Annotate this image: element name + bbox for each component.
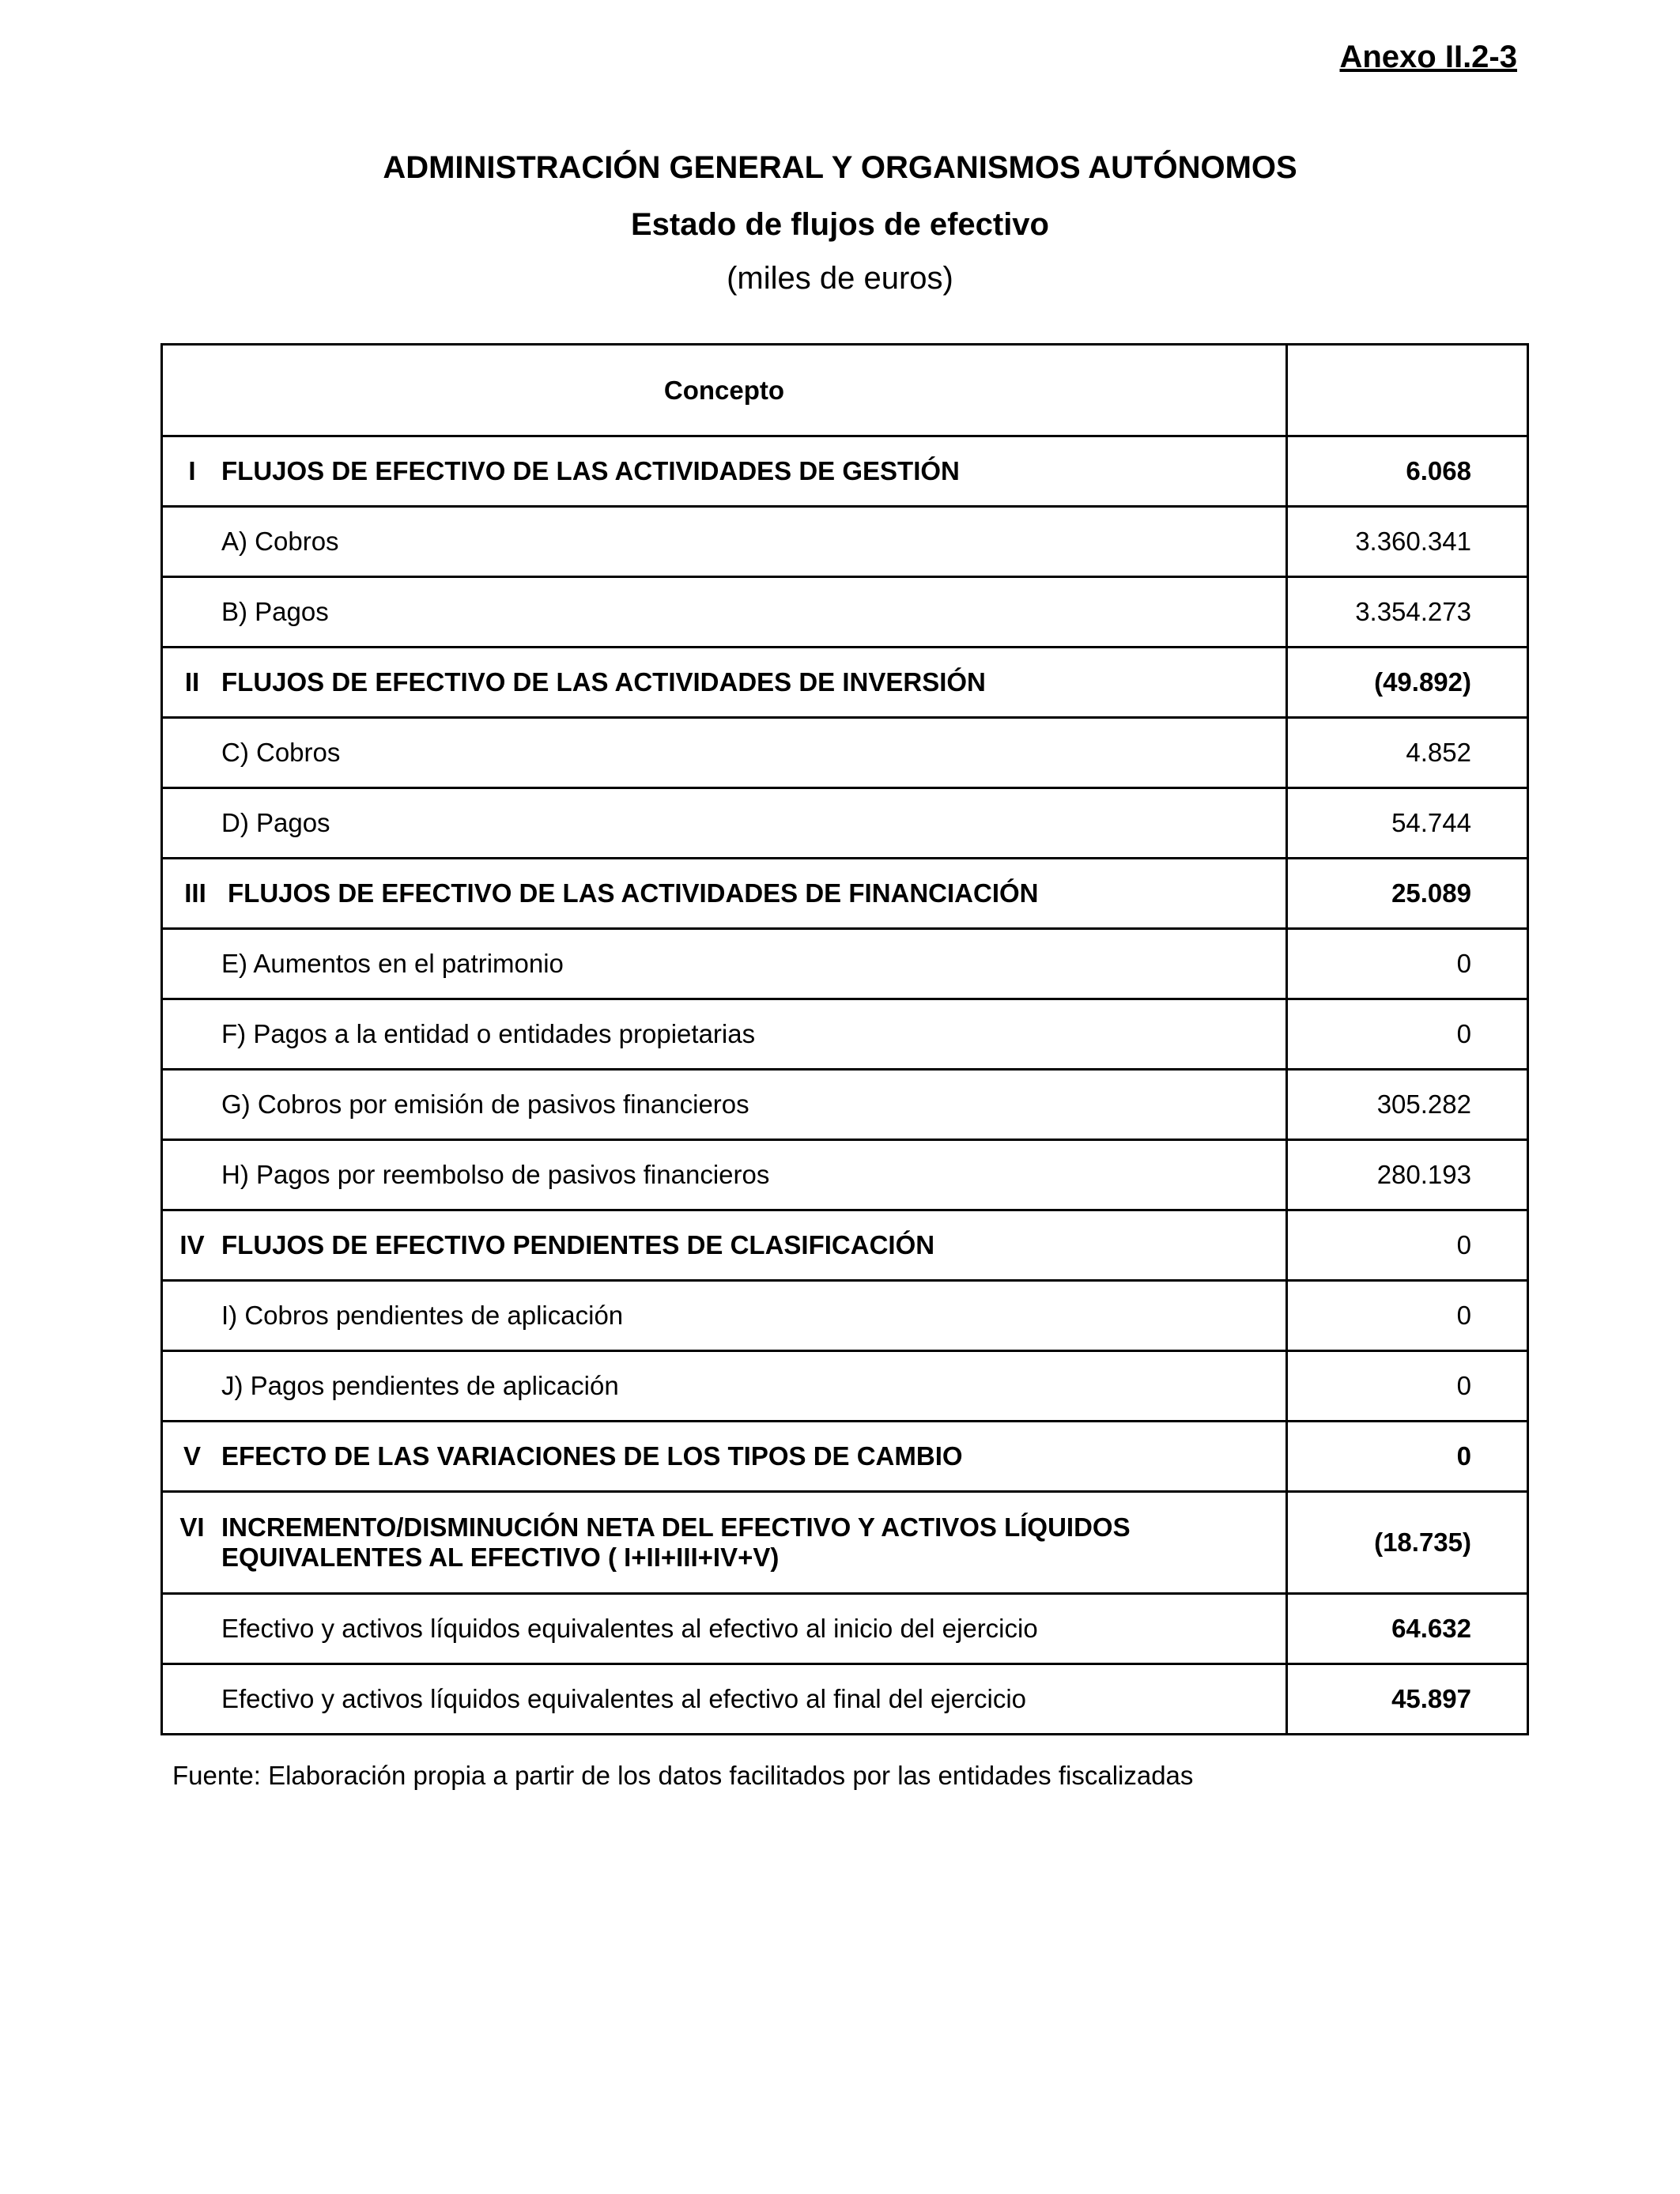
- row-value: 64.632: [1287, 1594, 1528, 1664]
- row-value: 54.744: [1287, 788, 1528, 859]
- header-value: [1287, 345, 1528, 436]
- row-label: FLUJOS DE EFECTIVO DE LAS ACTIVIDADES DE INVERSIÓN: [221, 667, 986, 697]
- document-title: ADMINISTRACIÓN GENERAL Y ORGANISMOS AUTÓNOMOS: [383, 150, 1297, 185]
- table-row: [162, 788, 1528, 859]
- source-note: Fuente: Elaboración propia a partir de los datos facilitados por las entidades fiscalizadas: [172, 1761, 1194, 1790]
- document-subtitle: Estado de flujos de efectivo: [630, 207, 1049, 242]
- header-concept: Concepto: [162, 345, 1287, 436]
- row-label: FLUJOS DE EFECTIVO DE LAS ACTIVIDADES DE FINANCIACIÓN: [228, 878, 1039, 908]
- row-label: F) Pagos a la entidad o entidades propietarias: [221, 1019, 756, 1048]
- table-row: [162, 507, 1528, 577]
- row-value: 0: [1287, 1351, 1528, 1422]
- row-label: D) Pagos: [221, 808, 330, 837]
- row-label: INCREMENTO/DISMINUCIÓN NETA DEL EFECTIVO Y ACTIVOS LÍQUIDOS: [221, 1512, 1131, 1542]
- row-number: V: [183, 1441, 201, 1471]
- row-number: I: [188, 456, 196, 485]
- table-row: [162, 1351, 1528, 1422]
- row-number: IV: [179, 1230, 205, 1259]
- table-row: [162, 648, 1528, 718]
- row-label: I) Cobros pendientes de aplicación: [221, 1301, 624, 1330]
- table-row: [162, 1492, 1528, 1594]
- table-row: [162, 718, 1528, 788]
- annex-label: Anexo II.2-3: [1339, 40, 1517, 74]
- row-value: 0: [1287, 929, 1528, 999]
- row-value: 4.852: [1287, 718, 1528, 788]
- units-label: (miles de euros): [727, 261, 953, 296]
- row-label: C) Cobros: [221, 738, 341, 767]
- row-label: H) Pagos por reembolso de pasivos financieros: [221, 1160, 770, 1189]
- row-value: 6.068: [1287, 436, 1528, 507]
- table-row: [162, 1281, 1528, 1351]
- table-row: [162, 1070, 1528, 1140]
- table-header-row: [162, 345, 1528, 436]
- row-label: Efectivo y activos líquidos equivalentes al efectivo al final del ejercicio: [221, 1684, 1027, 1713]
- row-value: 25.089: [1287, 859, 1528, 929]
- table-row: [162, 577, 1528, 648]
- row-number: VI: [179, 1512, 205, 1542]
- row-value: 0: [1287, 1422, 1528, 1492]
- table-row: [162, 1140, 1528, 1210]
- row-value: 0: [1287, 1281, 1528, 1351]
- row-value: 0: [1287, 999, 1528, 1070]
- table-row: [162, 1422, 1528, 1492]
- row-label: E) Aumentos en el patrimonio: [221, 949, 564, 978]
- row-value: 45.897: [1287, 1664, 1528, 1735]
- row-label: FLUJOS DE EFECTIVO PENDIENTES DE CLASIFICACIÓN: [221, 1230, 935, 1259]
- row-label: B) Pagos: [221, 597, 329, 626]
- row-number: III: [184, 878, 206, 908]
- row-number: II: [184, 667, 200, 697]
- row-label: A) Cobros: [221, 527, 339, 556]
- row-value: 3.354.273: [1287, 577, 1528, 648]
- table-row: [162, 999, 1528, 1070]
- table-row: [162, 1664, 1528, 1735]
- row-value: (49.892): [1287, 648, 1528, 718]
- row-label: EFECTO DE LAS VARIACIONES DE LOS TIPOS DE CAMBIO: [221, 1441, 963, 1471]
- row-label: G) Cobros por emisión de pasivos financieros: [221, 1089, 749, 1119]
- row-label: J) Pagos pendientes de aplicación: [221, 1371, 619, 1400]
- table-row: [162, 1594, 1528, 1664]
- row-label: Efectivo y activos líquidos equivalentes al efectivo al inicio del ejercicio: [221, 1614, 1038, 1643]
- table-row: [162, 436, 1528, 507]
- row-value: 0: [1287, 1210, 1528, 1281]
- row-value: 280.193: [1287, 1140, 1528, 1210]
- row-value: 305.282: [1287, 1070, 1528, 1140]
- table-row: [162, 859, 1528, 929]
- row-label: FLUJOS DE EFECTIVO DE LAS ACTIVIDADES DE GESTIÓN: [221, 456, 960, 485]
- table-row: [162, 1210, 1528, 1281]
- row-value: (18.735): [1287, 1492, 1528, 1594]
- table-row: [162, 929, 1528, 999]
- row-value: 3.360.341: [1287, 507, 1528, 577]
- cash-flow-table: [160, 343, 1529, 1735]
- row-label-continued: EQUIVALENTES AL EFECTIVO ( I+II+III+IV+V): [221, 1543, 780, 1572]
